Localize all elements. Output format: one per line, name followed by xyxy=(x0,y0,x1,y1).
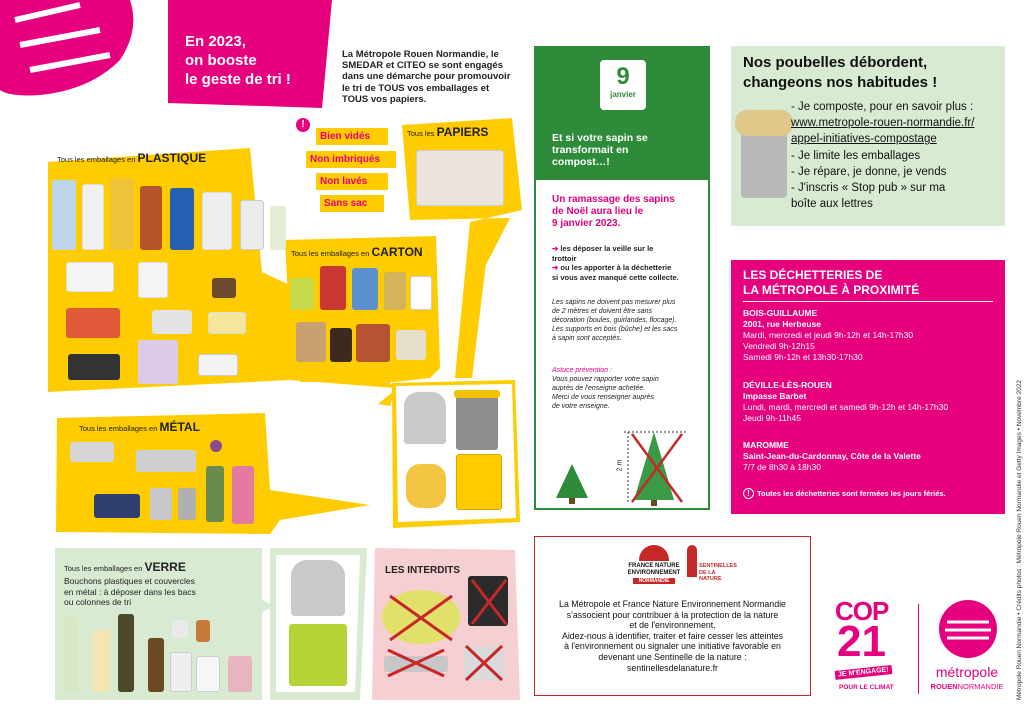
sentinelles-logo-text: SENTINELLES xyxy=(699,563,737,569)
habits-title-line: Nos poubelles débordent, xyxy=(743,54,928,71)
box-photo xyxy=(396,330,426,360)
habits-title-line: changeons nos habitudes ! xyxy=(743,74,938,91)
sapin-note-line: de 2 mètres et doivent être sans xyxy=(552,308,652,315)
sapin-pickup-line: 9 janvier 2023. xyxy=(552,218,621,229)
fne-text-line: Aidez-nous à identifier, traiter et faire cesser les atteintes xyxy=(561,630,783,641)
dechetterie-hours: Lundi, mardi, mercredi et samedi 9h-12h et 14h-17h30 xyxy=(743,402,949,412)
bottle-photo xyxy=(170,188,194,250)
intro-text xyxy=(342,49,510,105)
corner-blob xyxy=(0,0,133,95)
hero-line-3: le geste de tri ! xyxy=(185,71,291,88)
intro-line: TOUS vos papiers. xyxy=(342,93,427,105)
bottle-photo xyxy=(92,630,110,692)
can-photo xyxy=(150,488,172,520)
sapin-bullet-text: ou les apporter à la déchetterie xyxy=(560,263,672,272)
bag-photo xyxy=(138,340,178,384)
sapin-tip-line: Vous pouvez rapporter votre sapin xyxy=(552,376,659,383)
category-name: PLASTIQUE xyxy=(137,151,207,165)
wheelie-bin-lid xyxy=(454,390,500,398)
sapin-bullet-text: si vous avez manqué cette collecte. xyxy=(552,272,679,282)
habits-title xyxy=(743,53,937,93)
dechetterie-hours: Jeudi 9h-11h45 xyxy=(743,413,801,423)
box-photo xyxy=(384,272,406,310)
compostage-link[interactable]: appel-initiatives-compostage xyxy=(791,133,937,146)
cop-climat: POUR LE CLIMAT xyxy=(839,684,894,691)
carton-photos xyxy=(290,264,436,374)
can-photo xyxy=(178,488,196,520)
calendar-icon xyxy=(600,60,646,110)
fne-text-line: s'associent pour contribuer à la protection de la nature xyxy=(566,609,779,620)
sapin-note-line: décoration (boules, guirlandes, flocage). xyxy=(552,317,677,324)
hero-line-1: En 2023, xyxy=(185,33,246,50)
verre-desc-line: en métal : à déposer dans les bacs xyxy=(64,586,196,597)
verre-heading xyxy=(64,560,186,574)
habits-item: boîte aux lettres xyxy=(791,198,873,211)
metropole-emblem-stripes xyxy=(939,600,997,658)
capsule-photo xyxy=(210,440,222,452)
dechetterie-hours: Samedi 9h-12h et 13h30-17h30 xyxy=(743,352,863,362)
sapin-bullet-text: trottoir xyxy=(552,253,577,263)
tray-photo xyxy=(66,262,114,292)
tray-photo xyxy=(68,354,120,380)
category-name: MÉTAL xyxy=(159,420,200,434)
hedgehog-icon xyxy=(639,545,669,561)
forbidden-crosses xyxy=(378,576,514,692)
dechetteries-warning-text: Toutes les déchetteries sont fermées les jours fériés. xyxy=(757,489,946,498)
dechetteries-title-rule xyxy=(743,301,993,302)
cup-photo xyxy=(212,278,236,298)
box-photo xyxy=(352,268,378,310)
sapin-pickup-line: de Noël aura lieu le xyxy=(552,206,644,217)
bottle-photo xyxy=(52,180,76,250)
logo-divider xyxy=(918,604,919,694)
jar-photo xyxy=(172,620,188,638)
plastique-photos xyxy=(52,170,292,388)
metropole-sub-text: NORMANDIE xyxy=(957,682,1004,691)
interdits-title: LES INTERDITS xyxy=(385,565,461,576)
verre-desc-line: Bouchons plastiques et couvercles xyxy=(64,576,195,586)
box-photo xyxy=(356,324,390,362)
sapin-tip-title: Astuce prévention : xyxy=(552,367,612,374)
dechetterie-address: Saint-Jean-du-Cardonnay, Côte de la Valette xyxy=(743,451,921,461)
intro-line: dans une démarche pour promouvoir xyxy=(342,71,511,83)
tree-height-label: 2 m xyxy=(616,459,624,472)
fne-logo-text: FRANCE NATURE xyxy=(628,563,680,569)
jar-photo xyxy=(170,652,192,692)
bottle-photo xyxy=(270,206,286,250)
fne-website[interactable]: sentinellesdelanature.fr xyxy=(627,662,718,673)
dechetteries-title-line: LA MÉTROPOLE À PROXIMITÉ xyxy=(743,283,920,297)
bottle-photo xyxy=(140,186,162,250)
fne-box xyxy=(534,536,811,696)
bottle-photo xyxy=(82,184,104,250)
cop21-logo xyxy=(835,598,913,698)
compostage-link[interactable]: www.metropole-rouen-normandie.fr/ xyxy=(791,117,975,130)
fne-logo-text: ENVIRONNEMENT xyxy=(627,570,681,576)
tub-photo xyxy=(198,354,238,376)
bottle-photo xyxy=(64,616,78,692)
bottle-photo xyxy=(240,200,264,250)
jar-photo xyxy=(196,656,220,692)
dechetterie-name: BOIS-GUILLAUME xyxy=(743,308,818,318)
sentinelles-logo-text: DE LA NATURE xyxy=(699,570,722,582)
fne-logo xyxy=(627,545,681,591)
category-prefix: Tous les emballages en xyxy=(79,424,158,433)
tray-photo xyxy=(66,308,120,338)
dechetterie-address: 2001, rue Herbeuse xyxy=(743,319,821,329)
sapin-headline-line: transformait en xyxy=(552,144,629,156)
metropole-sub-text: ROUEN xyxy=(930,682,958,691)
habits-item: - Je répare, je donne, je vends xyxy=(791,165,947,178)
box-photo xyxy=(410,276,432,310)
habits-item: - Je composte, pour en savoir plus : xyxy=(791,101,974,113)
sapin-note xyxy=(552,298,677,343)
sapin-bullet xyxy=(552,244,679,254)
plastique-heading xyxy=(57,151,206,165)
cop-number: 21 xyxy=(837,617,886,666)
hero-line-2: on booste xyxy=(185,52,257,69)
intro-line: le tri de TOUS vos emballages et xyxy=(342,82,490,94)
category-name: PAPIERS xyxy=(436,125,489,139)
dechetterie-hours: 7/7 de 8h30 à 18h30 xyxy=(743,462,821,472)
category-name: VERRE xyxy=(144,560,186,574)
dechetterie-hours: Mardi, mercredi et jeudi 9h-12h et 14h-17h30 xyxy=(743,330,914,340)
habits-panel xyxy=(731,46,1005,226)
glass-container-photo xyxy=(291,560,345,616)
sentinelles-logo xyxy=(685,545,737,591)
fne-text-line: devenant une Sentinelle de la nature : xyxy=(598,651,747,662)
foil-photo xyxy=(70,442,114,462)
can-photo xyxy=(232,466,254,524)
dechetterie-bois-guillaume xyxy=(743,308,913,363)
papiers-photo xyxy=(416,150,504,206)
sapin-note-line: Les sapins ne doivent pas mesurer plus xyxy=(552,299,676,306)
habits-item: - J'inscris « Stop pub » sur ma xyxy=(791,182,946,195)
yellow-bag-photo xyxy=(406,464,446,508)
sapin-bullet xyxy=(552,263,679,273)
overflowing-bin-top xyxy=(735,110,793,136)
fne-text-line: et de l'environnement. xyxy=(629,620,716,631)
credits: Métropole Rouen Normandie • Crédits photos : Métropole Rouen Normandie et Getty Images • Novembre 2022 xyxy=(1016,380,1023,700)
sapin-note-line: à sapin sont acceptés. xyxy=(552,335,622,342)
dechetterie-name: DÉVILLE-LÈS-ROUEN xyxy=(743,380,832,390)
jar-photo xyxy=(228,656,252,692)
metropole-logo xyxy=(925,600,1009,700)
metropole-sub xyxy=(925,682,1009,691)
sapin-headline-line: Et si votre sapin se xyxy=(552,132,648,144)
sapin-tip-line: auprès de l'enseigne achetée. xyxy=(552,385,646,392)
sapin-panel xyxy=(534,46,710,510)
metropole-name: métropole xyxy=(935,664,999,680)
intro-line: La Métropole Rouen Normandie, le xyxy=(342,49,499,60)
metal-heading xyxy=(79,420,200,434)
recycling-bins xyxy=(400,390,512,518)
calendar-day: 9 xyxy=(616,63,630,90)
category-prefix: Tous les emballages en xyxy=(57,155,136,164)
tray-photo xyxy=(152,310,192,334)
category-prefix: Tous les xyxy=(407,129,435,138)
calendar-month: janvier xyxy=(610,90,636,99)
box-photo xyxy=(296,322,326,362)
box-photo xyxy=(330,328,352,362)
bottle-photo xyxy=(202,192,232,250)
rule-tag: Bien vidés xyxy=(316,128,388,145)
carton-heading xyxy=(291,245,423,259)
dechetterie-name: MAROMME xyxy=(743,440,789,450)
dechetterie-hours: Vendredi 9h-12h15 xyxy=(743,341,815,351)
yellow-bin-photo xyxy=(456,454,502,510)
category-name: CARTON xyxy=(371,245,423,259)
rule-tag: Non imbriqués xyxy=(306,151,396,168)
jar-photo xyxy=(196,620,210,642)
glass-bin-photo xyxy=(289,624,347,686)
category-prefix: Tous les emballages en xyxy=(64,564,143,573)
wheelie-bin-photo xyxy=(456,394,498,450)
verre-desc xyxy=(64,576,196,608)
sapin-tip xyxy=(552,366,659,411)
dechetterie-deville xyxy=(743,380,948,424)
category-prefix: Tous les emballages en xyxy=(291,249,370,258)
hero-title xyxy=(185,32,291,89)
intro-line: SMEDAR et CITEO se sont engagés xyxy=(342,60,504,72)
warning-icon: ! xyxy=(296,118,310,132)
interdits-photos xyxy=(378,576,514,692)
fne-logo-text: NORMANDIE xyxy=(633,578,675,584)
habits-item: - Je limite les emballages xyxy=(791,149,921,162)
verre-photos xyxy=(62,612,258,694)
bottle-photo xyxy=(110,178,134,250)
dechetteries-title xyxy=(743,268,919,298)
dechetteries-title-line: LES DÉCHETTERIES DE xyxy=(743,268,883,282)
rule-tag: Non lavés xyxy=(316,173,388,190)
papiers-heading xyxy=(407,125,488,139)
sapin-pickup-line: Un ramassage des sapins xyxy=(552,194,675,205)
sapin-headline xyxy=(552,132,648,168)
bag-photo xyxy=(138,262,168,298)
sapin-note-line: Les supports en bois (bûche) et les sacs xyxy=(552,326,678,333)
dechetteries-panel xyxy=(731,260,1005,514)
tub-photo xyxy=(208,312,246,334)
can-photo xyxy=(206,466,224,522)
can-photo xyxy=(94,494,140,518)
sapin-bullet-text: les déposer la veille sur le xyxy=(560,244,654,253)
fne-text-line: La Métropole et France Nature Environnement Normandie xyxy=(559,599,786,609)
habits-list xyxy=(791,99,974,212)
rule-tag: Sans sac xyxy=(320,195,384,212)
small-tree-icon xyxy=(556,464,588,498)
dechetterie-maromme xyxy=(743,440,921,473)
grey-container-photo xyxy=(404,392,446,444)
fne-text-line: à l'environnement ou signaler une initiative favorable en xyxy=(564,641,781,652)
cop-text: COP xyxy=(835,596,889,626)
sapin-tip-line: Merci de vous renseigner auprès xyxy=(552,394,654,401)
sapin-pickup xyxy=(552,194,675,230)
verre-desc-line: ou colonnes de tri xyxy=(64,597,132,607)
sentinel-figure-icon xyxy=(687,545,697,577)
fne-text xyxy=(535,599,810,673)
verre-bins xyxy=(285,560,353,688)
box-photo xyxy=(290,278,314,310)
sapin-bullets xyxy=(552,244,679,282)
tray-photo xyxy=(136,450,196,472)
arrow-icon: ➔ xyxy=(552,263,561,272)
metal-photos xyxy=(60,436,270,530)
sapin-headline-line: compost…! xyxy=(552,156,610,168)
bottle-photo xyxy=(118,614,134,692)
sapin-tip-line: de votre enseigne. xyxy=(552,403,610,410)
bottle-photo xyxy=(148,638,164,692)
warning-icon: ! xyxy=(743,488,754,499)
box-photo xyxy=(320,266,346,310)
dechetteries-warning xyxy=(743,488,946,499)
arrow-icon: ➔ xyxy=(552,244,561,253)
cop-engage: JE M'ENGAGE! xyxy=(835,665,892,680)
dechetterie-address: Impasse Barbet xyxy=(743,391,807,401)
